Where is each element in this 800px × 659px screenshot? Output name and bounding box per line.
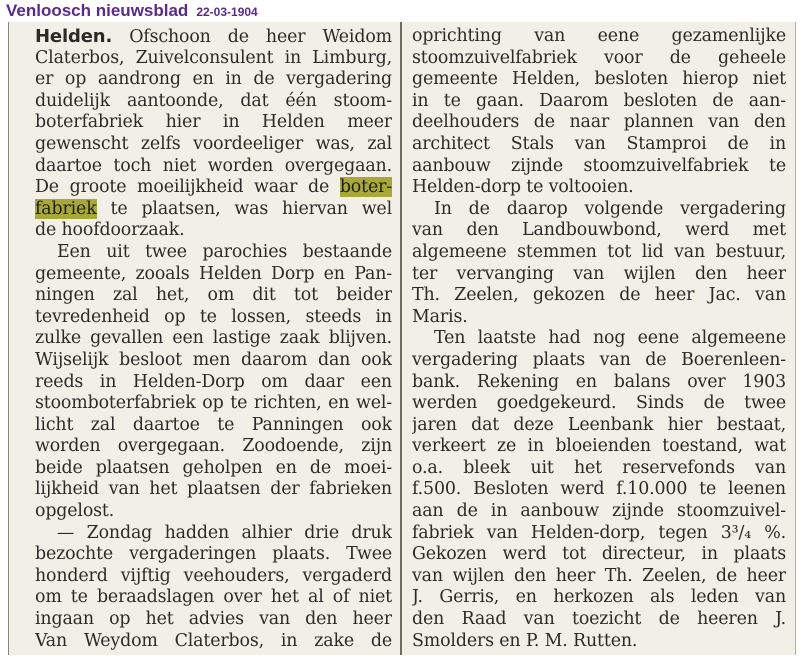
article-line: honderd vijftig veehouders, vergaderd [35,565,392,586]
article-line: den Raad van toezicht de heeren J. [412,609,786,630]
article-line: Wijselijk besloot men daarom dan ook [35,349,392,370]
article-line: Helden. Ofschoon de heer Weidom [35,26,392,47]
article-line: gewenscht zelfs voordeeliger was, zal [35,133,392,154]
article-line: Ten laatste had nog eene algemeene [434,328,786,349]
article-line: reeds in Helden-Dorp om daar een [35,371,392,392]
article-line: van den Landbouwbond, werd met [412,220,786,241]
article-line: daartoe toch niet worden overgegaan. [35,155,392,176]
article-line: ingaan op het advies van den heer [35,609,392,630]
article-line: gemeente Helden, besloten hierop niet [412,69,786,90]
article-line: Claterbos, Zuivelconsulent in Limburg, [35,47,392,68]
article-line: om te beraadslagen over het al of niet [35,587,392,608]
article-line: boterfabriek hier in Helden meer [35,112,392,133]
article-line: o.a. bleek uit het reservefonds van [412,457,786,478]
article-line: oprichting van eene gezamenlijke [412,26,786,46]
article-line: Van Weydom Claterbos, in zake de [35,630,392,651]
article-line: bezochte vergaderingen plaats. Twee [35,544,392,565]
article-line: fabriek van Helden-dorp, tegen 3³/₄ %. [412,522,786,543]
article-line: Maris. [412,306,468,327]
article-line: in te gaan. Daarom besloten de aan- [412,90,786,111]
article-line: algemeene stemmen tot lid van bestuur, [412,241,786,262]
article-line: duidelijk aantoonde, dat één stoom- [35,90,392,111]
article-line: architect Stals van Stamproi de in [412,133,786,154]
article-line: lijkheid van het plaatsen der fabrieken [35,479,392,500]
article-line: tevredenheid op te lossen, steeds in [35,306,392,327]
article-line: beide plaatsen geholpen en de moei- [35,457,392,478]
article-line: J. Gerris, en herkozen als leden van [412,587,786,608]
article-line: aanbouw zijnde stoomzuivelfabriek te [412,155,786,176]
article-line: ningen zal het, om dit tot beider [35,285,392,306]
article-column-right [402,22,794,655]
article-line: aan de in aanbouw zijnde stoomzuivel- [412,501,786,522]
article-line: deelhouders de naar plannen van den [412,112,786,133]
article-line: licht zal daartoe te Panningen ook [35,414,392,435]
newspaper-header [6,1,258,23]
article-lead-word: Helden. [35,26,113,47]
article-line: worden overgegaan. Zoodoende, zijn [35,436,392,457]
article-column-left [9,22,402,655]
article-line: fabriek te plaatsen, was hiervan wel [35,198,392,219]
article-line: stoomboterfabriek op te richten, en wel- [35,393,392,414]
article-line: ter vervanging van wijlen den heer [412,263,786,284]
article-line: gemeente, zooals Helden Dorp en Pan- [35,263,392,284]
article-line: zulke gevallen een lastige zaak blijven. [35,328,392,349]
article-line: Th. Zeelen, gekozen de heer Jac. van [412,285,786,306]
article-line: In de daarop volgende vergadering [434,198,786,219]
article-line: stoomzuivelfabriek voor de geheele [412,47,786,68]
article-line: Helden-dorp te voltooien. [412,177,634,198]
article-line: De groote moeilijkheid waar de boter- [35,177,392,198]
article-line: f.500. Besloten werd f.10.000 te leenen [412,479,786,500]
article-line: Smolders en P. M. Rutten. [412,630,638,651]
article-line: Een uit twee parochies bestaande [57,241,392,262]
article-line: Gekozen werd tot directeur, in plaats [412,544,786,565]
article-line: jaren dat deze Leenbank hier bestaat, [412,414,786,435]
article-line: bank. Rekening en balans over 1903 [412,371,786,392]
article-line: de hoofdoorzaak. [35,220,185,241]
article-line: opgelost. [35,501,115,522]
newspaper-clipping [8,22,796,655]
article-line: vergadering plaats van de Boerenleen- [412,349,786,370]
highlighted-search-term: boter- [339,177,392,198]
newspaper-name: Venloosch nieuwsblad [6,1,189,20]
article-line: verkeert ze in bloeienden toestand, wat [412,436,786,457]
publication-date: 22-03-1904 [196,5,258,19]
article-line: van wijlen den heer Th. Zeelen, de heer [412,565,786,586]
article-line: er op aandrong en in de vergadering [35,69,392,90]
article-line: werden goedgekeurd. Sinds de twee [412,393,786,414]
highlighted-search-term: fabriek [35,198,97,219]
article-line: — Zondag hadden alhier drie druk [57,522,392,543]
